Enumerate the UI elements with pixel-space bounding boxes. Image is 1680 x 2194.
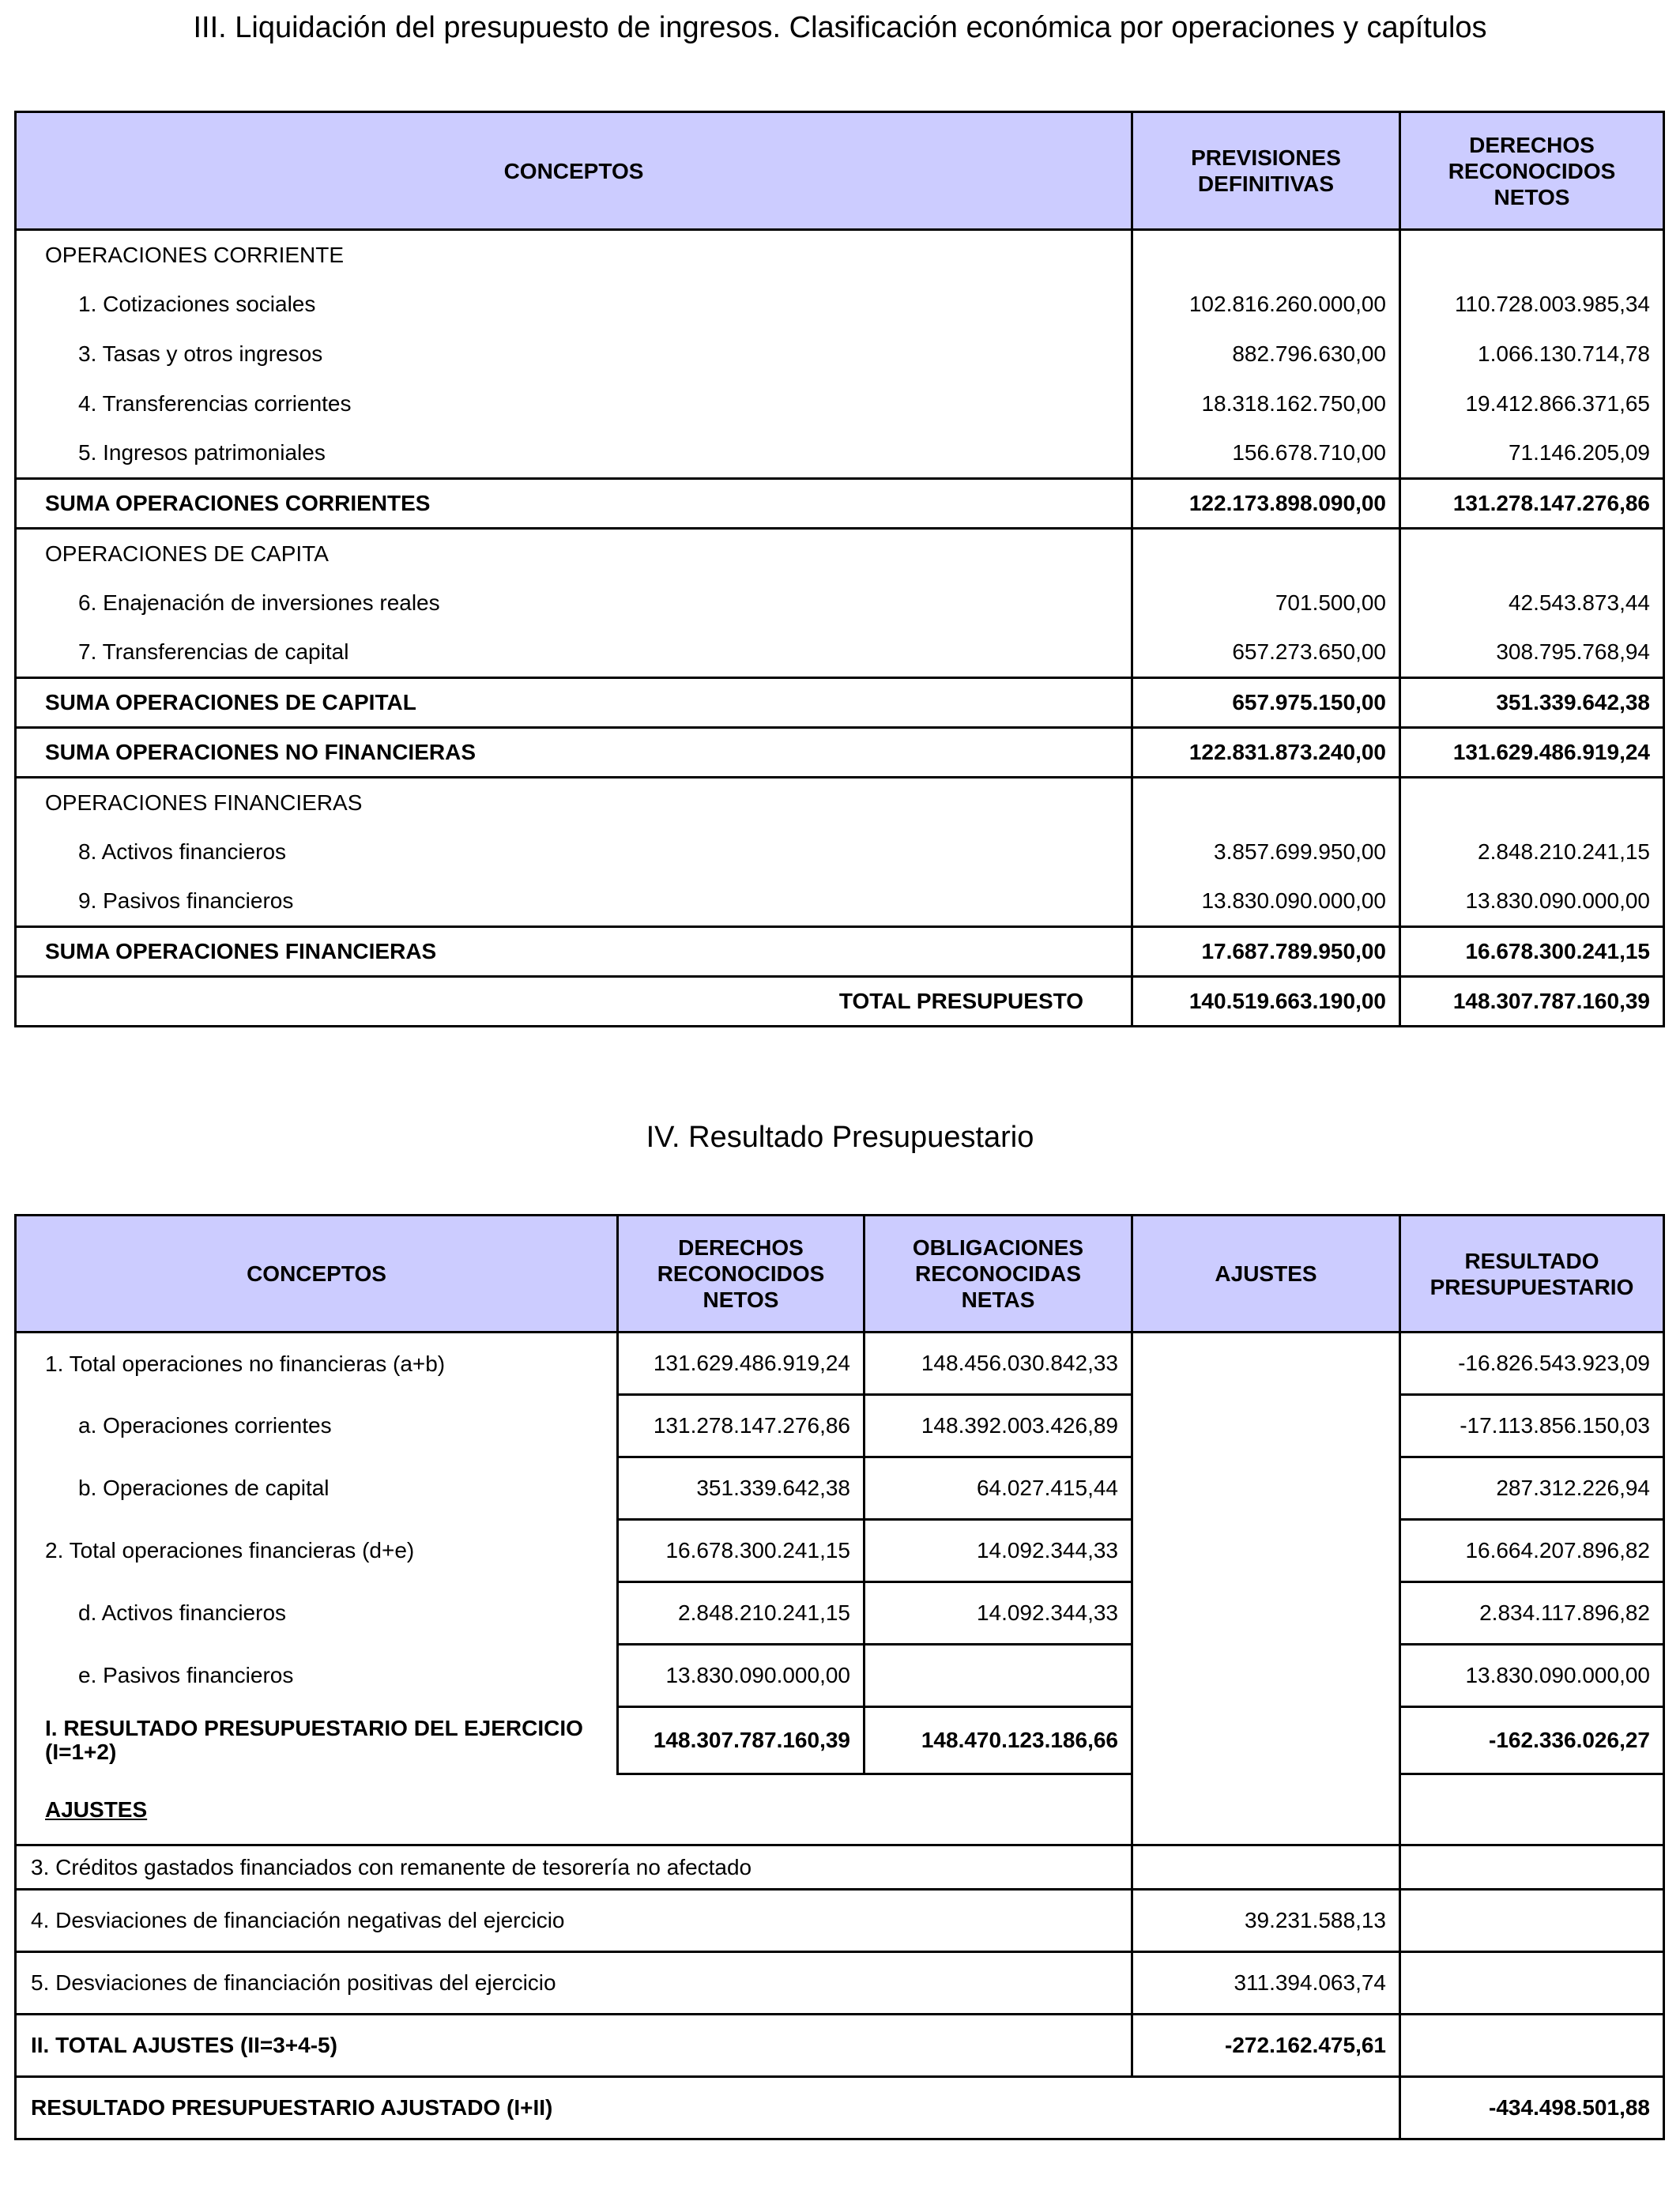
obl-value: 14.092.344,33 — [864, 1520, 1132, 1582]
der-value: 13.830.090.000,00 — [618, 1645, 864, 1707]
der-value: 131.629.486.919,24 — [618, 1333, 864, 1395]
prev-value: 3.857.699.950,00 — [1132, 827, 1400, 877]
header-derechos: DERECHOS RECONOCIDOS NETOS — [618, 1216, 864, 1333]
res-value: 16.664.207.896,82 — [1400, 1520, 1664, 1582]
resultado-obl: 148.470.123.186,66 — [864, 1707, 1132, 1774]
prev-value: 13.830.090.000,00 — [1132, 877, 1400, 927]
ajuste-row-label: 4. Desviaciones de financiación negativas del ejercicio — [16, 1890, 1132, 1952]
table-row-label: 2. Total operaciones financieras (d+e) — [16, 1520, 618, 1582]
der-value: 1.066.130.714,78 — [1400, 330, 1664, 379]
sum-der: 131.278.147.276,86 — [1400, 479, 1664, 529]
der-value: 110.728.003.985,34 — [1400, 280, 1664, 330]
res-empty — [1400, 1845, 1664, 1890]
der-value: 42.543.873,44 — [1400, 579, 1664, 628]
total-der: 148.307.787.160,39 — [1400, 977, 1664, 1027]
table-row-label: 1. Total operaciones no financieras (a+b) — [16, 1333, 618, 1395]
total-ajustes-value: -272.162.475,61 — [1132, 2015, 1400, 2077]
table-row-label: 3. Tasas y otros ingresos — [16, 330, 1132, 379]
der-value: 351.339.642,38 — [618, 1457, 864, 1520]
section3-title: III. Liquidación del presupuesto de ingresos. Clasificación económica por operaciones y capítulos — [193, 11, 1487, 44]
obl-value: 64.027.415,44 — [864, 1457, 1132, 1520]
table-row-label: 5. Ingresos patrimoniales — [16, 429, 1132, 479]
res-empty — [1400, 1890, 1664, 1952]
sum-der: 16.678.300.241,15 — [1400, 927, 1664, 977]
der-value: 2.848.210.241,15 — [1400, 827, 1664, 877]
section4-title: IV. Resultado Presupuestario — [646, 1121, 1034, 1154]
sum-prev: 657.975.150,00 — [1132, 678, 1400, 728]
sum-label: SUMA OPERACIONES CORRIENTES — [16, 479, 1132, 529]
res-value: 13.830.090.000,00 — [1400, 1645, 1664, 1707]
resultado-res: -162.336.026,27 — [1400, 1707, 1664, 1774]
obl-value: 148.456.030.842,33 — [864, 1333, 1132, 1395]
obl-value — [864, 1645, 1132, 1707]
res-value: 2.834.117.896,82 — [1400, 1582, 1664, 1645]
ingresos-table — [14, 111, 1665, 1027]
header-resultado: RESULTADO PRESUPUESTARIO — [1400, 1216, 1664, 1333]
resultado-label: I. RESULTADO PRESUPUESTARIO DEL EJERCICIO (I=1+2) — [16, 1707, 618, 1774]
sum-label: SUMA OPERACIONES DE CAPITAL — [16, 678, 1132, 728]
table-row-label: 7. Transferencias de capital — [16, 628, 1132, 678]
prev-value: 102.816.260.000,00 — [1132, 280, 1400, 330]
header-ajustes: AJUSTES — [1132, 1216, 1400, 1333]
der-value: 131.278.147.276,86 — [618, 1395, 864, 1457]
group-label: OPERACIONES CORRIENTE — [16, 230, 1132, 280]
ajustado-label: RESULTADO PRESUPUESTARIO AJUSTADO (I+II) — [16, 2077, 1400, 2139]
der-value: 71.146.205,09 — [1400, 429, 1664, 479]
ajuste-value — [1132, 1845, 1400, 1890]
res-value: 287.312.226,94 — [1400, 1457, 1664, 1520]
header-derechos: DERECHOS RECONOCIDOS NETOS — [1400, 112, 1664, 230]
header-conceptos: CONCEPTOS — [16, 112, 1132, 230]
ajustes-heading — [16, 1774, 1132, 1845]
sum-der: 351.339.642,38 — [1400, 678, 1664, 728]
sum-prev: 122.173.898.090,00 — [1132, 479, 1400, 529]
table-row-label: d. Activos financieros — [16, 1582, 618, 1645]
der-value: 308.795.768,94 — [1400, 628, 1664, 678]
table-row-label: b. Operaciones de capital — [16, 1457, 618, 1520]
res-value: -17.113.856.150,03 — [1400, 1395, 1664, 1457]
total-label: TOTAL PRESUPUESTO — [16, 977, 1132, 1027]
table-row-label: 4. Transferencias corrientes — [16, 379, 1132, 429]
obl-value: 14.092.344,33 — [864, 1582, 1132, 1645]
sum-prev: 17.687.789.950,00 — [1132, 927, 1400, 977]
res-empty — [1400, 2015, 1664, 2077]
ajuste-value: 311.394.063,74 — [1132, 1952, 1400, 2015]
ajuste-row-label: 5. Desviaciones de financiación positivas del ejercicio — [16, 1952, 1132, 2015]
total-ajustes-label: II. TOTAL AJUSTES (II=3+4-5) — [16, 2015, 1132, 2077]
res-value: -16.826.543.923,09 — [1400, 1333, 1664, 1395]
ajustado-value: -434.498.501,88 — [1400, 2077, 1664, 2139]
prev-value: 701.500,00 — [1132, 579, 1400, 628]
prev-value: 18.318.162.750,00 — [1132, 379, 1400, 429]
table-row-label: 9. Pasivos financieros — [16, 877, 1132, 927]
ajuste-value: 39.231.588,13 — [1132, 1890, 1400, 1952]
der-value: 19.412.866.371,65 — [1400, 379, 1664, 429]
ajustes-heading-text: AJUSTES — [45, 1796, 148, 1822]
table-row-label: e. Pasivos financieros — [16, 1645, 618, 1707]
resultado-table — [14, 1214, 1665, 2140]
header-previsiones: PREVISIONES DEFINITIVAS — [1132, 112, 1400, 230]
sum-der: 131.629.486.919,24 — [1400, 728, 1664, 778]
group-label: OPERACIONES FINANCIERAS — [16, 778, 1132, 827]
table-row-label: 1. Cotizaciones sociales — [16, 280, 1132, 330]
der-value: 16.678.300.241,15 — [618, 1520, 864, 1582]
group-label: OPERACIONES DE CAPITA — [16, 529, 1132, 579]
ajuste-row-label: 3. Créditos gastados financiados con remanente de tesorería no afectado — [16, 1845, 1132, 1890]
prev-value: 657.273.650,00 — [1132, 628, 1400, 678]
prev-value: 156.678.710,00 — [1132, 429, 1400, 479]
sum-prev: 122.831.873.240,00 — [1132, 728, 1400, 778]
table-row-label: 6. Enajenación de inversiones reales — [16, 579, 1132, 628]
resultado-der: 148.307.787.160,39 — [618, 1707, 864, 1774]
table-row-label: a. Operaciones corrientes — [16, 1395, 618, 1457]
header-obligaciones: OBLIGACIONES RECONOCIDAS NETAS — [864, 1216, 1132, 1333]
sum-label: SUMA OPERACIONES NO FINANCIERAS — [16, 728, 1132, 778]
der-value: 13.830.090.000,00 — [1400, 877, 1664, 927]
ajustes-empty — [1132, 1333, 1400, 1845]
res-empty — [1400, 1952, 1664, 2015]
total-prev: 140.519.663.190,00 — [1132, 977, 1400, 1027]
res-empty — [1400, 1774, 1664, 1845]
header-conceptos: CONCEPTOS — [16, 1216, 618, 1333]
prev-value: 882.796.630,00 — [1132, 330, 1400, 379]
table-row-label: 8. Activos financieros — [16, 827, 1132, 877]
der-value: 2.848.210.241,15 — [618, 1582, 864, 1645]
obl-value: 148.392.003.426,89 — [864, 1395, 1132, 1457]
sum-label: SUMA OPERACIONES FINANCIERAS — [16, 927, 1132, 977]
